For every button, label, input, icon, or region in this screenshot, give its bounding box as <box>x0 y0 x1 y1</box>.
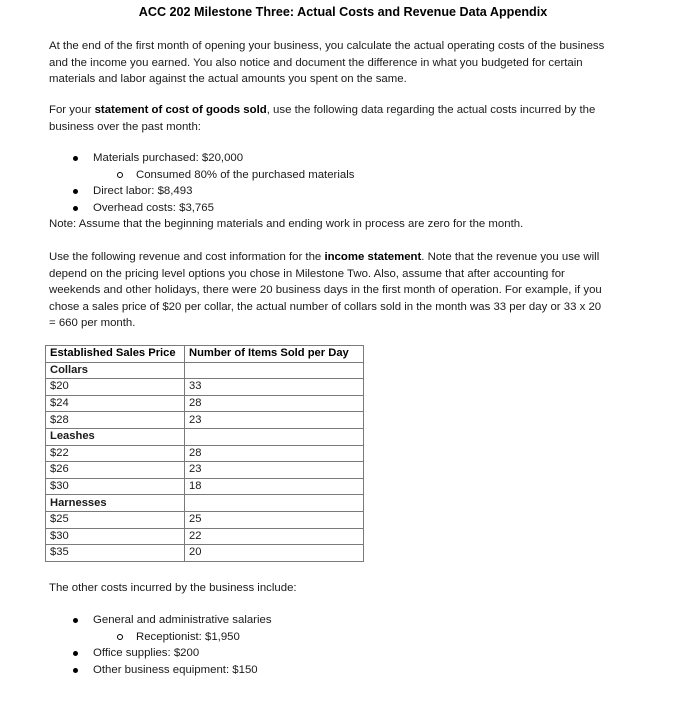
bullet-icon <box>73 668 78 673</box>
list-item-text: Direct labor: $8,493 <box>93 185 193 197</box>
table-group-row <box>46 362 364 379</box>
table-cell: 33 <box>185 379 364 396</box>
income-intro-post: . Note that the revenue you use will depend on the pricing level options you chose in Milestone Two. Also, assume that after accounting for weekends and other holidays, there were 20 business days in the first month of operation. For example, if you chose a sales price of $20 per collar, the actual number of collars sold in the month was 33 per day or 33 x 20 = 660 per month. <box>49 251 602 329</box>
table-cell: $30 <box>46 478 185 495</box>
list-item-text: Office supplies: $200 <box>93 647 200 659</box>
list-item <box>49 150 354 167</box>
table-cell: 22 <box>185 528 364 545</box>
table-cell: $22 <box>46 445 185 462</box>
sub-list-item <box>49 167 354 184</box>
table-row <box>46 379 364 396</box>
income-intro-bold: income statement <box>324 251 422 263</box>
table-header-row <box>46 346 364 363</box>
table-cell <box>185 362 364 379</box>
cogs-list <box>49 150 354 216</box>
cogs-intro-post: , use the following data regarding the actual costs incurred by the business over the past month: <box>49 104 596 133</box>
table-row <box>46 445 364 462</box>
column-header-price: Established Sales Price <box>46 346 185 363</box>
list-item <box>49 200 354 217</box>
table-group-row <box>46 428 364 445</box>
bullet-icon <box>73 618 78 623</box>
sub-list-item-text: Receptionist: $1,950 <box>136 630 240 643</box>
table-cell: $35 <box>46 545 185 562</box>
table-cell <box>185 428 364 445</box>
column-header-items: Number of Items Sold per Day <box>185 346 364 363</box>
table-row <box>46 528 364 545</box>
table-cell: 25 <box>185 511 364 528</box>
table-cell: 23 <box>185 462 364 479</box>
document-title: ACC 202 Milestone Three: Actual Costs and Revenue Data Appendix <box>138 5 548 19</box>
table-row <box>46 412 364 429</box>
group-label-collars: Collars <box>46 362 185 379</box>
other-costs-list <box>49 612 272 678</box>
cogs-intro-pre: For your <box>49 104 95 116</box>
table-cell <box>185 495 364 512</box>
table-row <box>46 478 364 495</box>
list-item <box>49 645 272 662</box>
list-item-text: Overhead costs: $3,765 <box>93 201 214 214</box>
cogs-intro-paragraph <box>49 102 609 135</box>
table-cell: 28 <box>185 445 364 462</box>
table-row <box>46 395 364 412</box>
intro-paragraph: At the end of the first month of opening your business, you calculate the actual operating costs of the business and the income you earned. You also notice and document the difference in what you budgeted for certain materials and labor against the actual amounts you spent on the same. <box>49 40 605 85</box>
income-intro-paragraph <box>49 249 609 332</box>
cogs-intro-bold: statement of cost of goods sold <box>94 104 267 116</box>
list-item-text: General and administrative salaries <box>93 614 272 626</box>
list-item <box>49 662 272 679</box>
table-cell: $28 <box>46 412 185 429</box>
table-row <box>46 462 364 479</box>
table-cell: 28 <box>185 395 364 412</box>
list-item <box>49 183 354 200</box>
cogs-note: Note: Assume that the beginning materials and ending work in process are zero for the month. <box>49 218 524 230</box>
list-item-text: Materials purchased: $20,000 <box>93 152 244 164</box>
income-intro-pre: Use the following revenue and cost information for the <box>49 251 325 263</box>
table-cell: $25 <box>46 511 185 528</box>
group-label-harnesses: Harnesses <box>46 495 185 512</box>
list-item <box>49 612 272 629</box>
bullet-icon <box>73 189 78 194</box>
table-cell: $24 <box>46 395 185 412</box>
table-row <box>46 511 364 528</box>
table-cell: 20 <box>185 545 364 562</box>
table-cell: $26 <box>46 462 185 479</box>
other-costs-intro: The other costs incurred by the business include: <box>49 582 297 594</box>
table-group-row <box>46 495 364 512</box>
hollow-bullet-icon <box>117 172 123 178</box>
bullet-icon <box>73 206 78 211</box>
bullet-icon <box>73 651 78 656</box>
sub-list-item-text: Consumed 80% of the purchased materials <box>136 168 355 181</box>
table-cell: 18 <box>185 478 364 495</box>
table-cell: $30 <box>46 528 185 545</box>
table-cell: 23 <box>185 412 364 429</box>
sales-price-table <box>45 345 364 562</box>
sub-list-item <box>49 629 272 646</box>
list-item-text: Other business equipment: $150 <box>93 663 258 676</box>
bullet-icon <box>73 156 78 161</box>
table-cell: $20 <box>46 379 185 396</box>
hollow-bullet-icon <box>117 634 123 640</box>
table-row <box>46 545 364 562</box>
group-label-leashes: Leashes <box>46 428 185 445</box>
